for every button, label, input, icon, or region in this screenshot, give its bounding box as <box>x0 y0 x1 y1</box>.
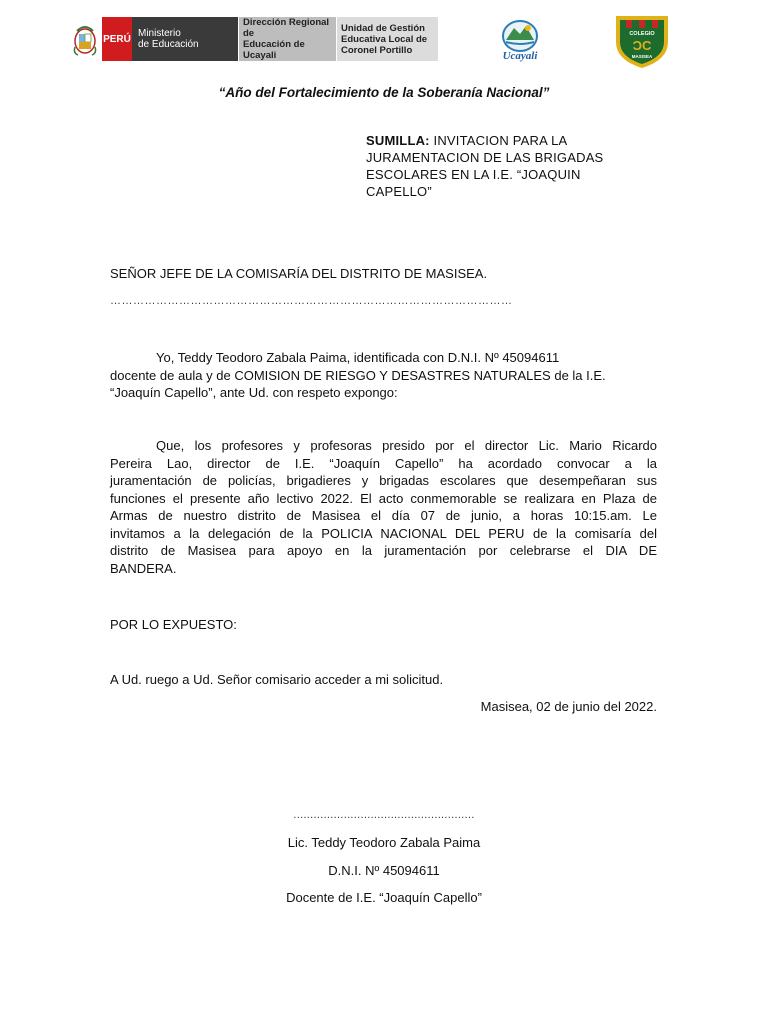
sumilla-line: ESCOLARES EN LA I.E. “JOAQUIN <box>366 167 581 182</box>
paragraph-line: Que, los profesores y profesoras presido por el director Lic. Mario Ricardo <box>156 438 657 453</box>
sumilla-line: CAPELLO” <box>366 184 432 199</box>
sumilla-label: SUMILLA: <box>366 133 430 148</box>
paragraph-introduction <box>110 349 657 402</box>
request-line: A Ud. ruego a Ud. Señor comisario acceder a mi solicitud. <box>110 672 444 687</box>
paragraph-line: BANDERA. <box>110 560 177 576</box>
dre-ucayali-label <box>238 17 336 61</box>
dre-line1: Dirección Regional de <box>243 17 330 39</box>
ugel-coronel-portillo-label <box>336 17 438 61</box>
paragraph-line: docente de aula y de COMISION DE RIESGO Y DESASTRES NATURALES de la I.E. <box>110 367 606 383</box>
paragraph-line: Pereira Lao, director de I.E. “Joaquín Capello” ha acordado convocar a la <box>110 455 657 471</box>
place-date: Masisea, 02 de junio del 2022. <box>480 699 657 714</box>
paragraph-line: Yo, Teddy Teodoro Zabala Paima, identificada con D.N.I. Nº 45094611 <box>156 350 560 365</box>
svg-text:ƆC: ƆC <box>632 38 652 53</box>
peru-label: PERÚ <box>102 17 132 61</box>
ucayali-logo <box>494 16 546 66</box>
paragraph-line: invitamos a la delegación de la POLICIA NACIONAL DEL PERU de la comisaría del <box>110 525 657 541</box>
paragraph-line: Armas de nuestro distrito de Masisea el día 07 de junio, a horas 10:15.am. Le <box>110 508 657 523</box>
dre-line2: Educación de Ucayali <box>243 39 305 61</box>
year-title: “Año del Fortalecimiento de la Soberanía Nacional” <box>218 85 550 100</box>
minedu-line1: Ministerio <box>138 28 181 39</box>
ucayali-logo-text: Ucayali <box>502 50 538 62</box>
paragraph-line: juramentación de policías, brigadieres y brigadas escolares que desempeñaran sus <box>110 473 657 488</box>
colegio-logo-text: COLEGIO <box>629 31 655 37</box>
peru-coat-of-arms-icon <box>68 17 102 61</box>
dotted-separator: …………………………………………………………………………………………… <box>110 295 513 307</box>
paragraph-body <box>110 437 657 577</box>
ugel-line2: Educativa Local de <box>341 33 428 45</box>
sumilla-block <box>366 132 656 200</box>
addressee: SEÑOR JEFE DE LA COMISARÍA DEL DISTRITO DE MASISEA. <box>110 266 488 281</box>
signature-line: ...................................................... <box>293 809 475 821</box>
paragraph-line: distrito de Masisea para apoyo en la juramentación por celebrarse el DIA DE <box>110 543 657 558</box>
signature-dni: D.N.I. Nº 45094611 <box>328 863 440 878</box>
signature-role: Docente de I.E. “Joaquín Capello” <box>286 890 482 905</box>
institutional-header-bar <box>68 17 442 61</box>
colegio-logo-bottom: MASISEA <box>631 54 653 59</box>
colegio-masisea-shield-icon <box>612 12 672 70</box>
ministerio-educacion-label <box>132 17 238 61</box>
ugel-line1: Unidad de Gestión <box>341 22 425 34</box>
sumilla-line: JURAMENTACION DE LAS BRIGADAS <box>366 150 604 165</box>
signature-name: Lic. Teddy Teodoro Zabala Paima <box>287 835 481 850</box>
ugel-line3: Coronel Portillo <box>341 44 413 56</box>
minedu-line2: de Educación <box>138 39 199 50</box>
paragraph-line: funciones el presente año lectivo 2022. El acto conmemorable se realizara en Plaza de <box>110 490 657 506</box>
por-lo-expuesto: POR LO EXPUESTO: <box>110 617 237 632</box>
sumilla-line: INVITACION PARA LA <box>429 133 568 148</box>
paragraph-line: “Joaquín Capello”, ante Ud. con respeto expongo: <box>110 385 398 400</box>
